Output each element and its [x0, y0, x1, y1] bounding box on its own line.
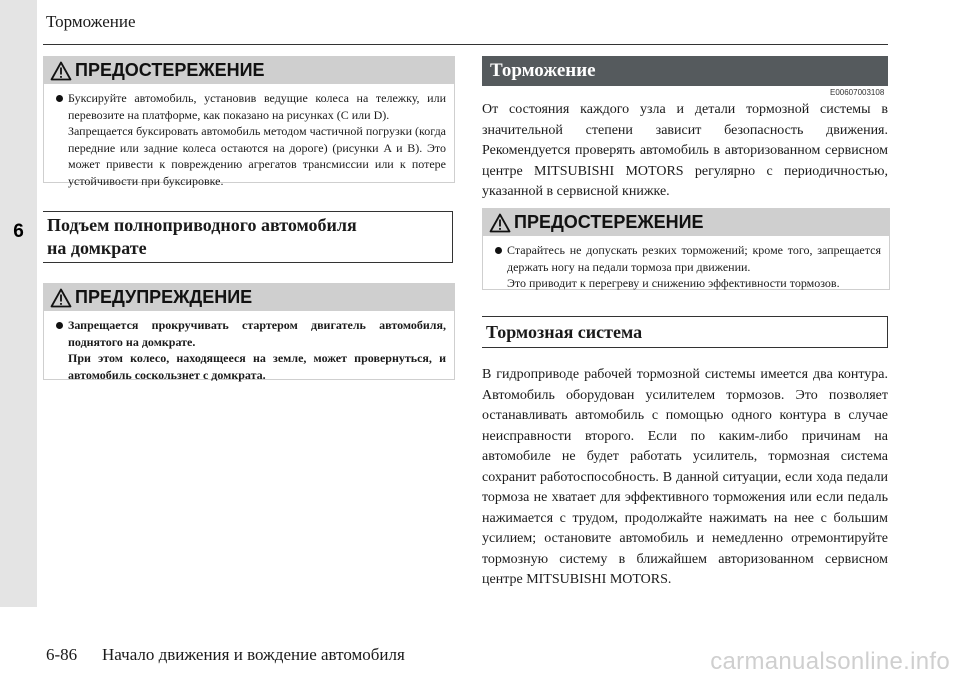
section-heading-awd-jacking	[43, 211, 453, 263]
caution-text: Это приводит к перегреву и снижению эффективности тормозов.	[507, 276, 840, 290]
section-heading-brake-system: Тормозная система	[482, 316, 888, 348]
intro-paragraph: От состояния каждого узла и детали тормозной системы в значительной степени зависит безопасность движения. Рекомендуется проверять автомобиль в авторизованном сервисном центре MITSUBISHI MOTORS регулярно с периодичностью, указанной в сервисной книжке.	[482, 102, 888, 199]
watermark: carmanualsonline.info	[710, 648, 950, 675]
bullet-dot-icon	[495, 247, 502, 254]
warning-triangle-icon	[50, 288, 72, 308]
section-heading-line: Подъем полноприводного автомобиля	[47, 215, 357, 235]
caution-text: Буксируйте автомобиль, установив ведущие колеса на тележку, или перевозите на платформе, как показано на рисунках (C или D).	[68, 91, 446, 122]
document-code: E00607003108	[830, 88, 885, 97]
main-heading-braking: Торможение	[482, 56, 888, 86]
caution-box-braking	[482, 208, 890, 290]
caution-header	[483, 209, 889, 236]
page-number: 6-86	[46, 645, 78, 664]
brake-system-paragraph: В гидроприводе рабочей тормозной системы имеется два контура. Автомобиль оборудован усилителем тормозов. Это позволяет останавливать автомобиль с помощью одного контура в случае неисправности второго. Если по каким-либо причинам на автомобиле не будет работать усилитель, тормозная система сохранит работоспособность. В данной ситуации, если хода педали тормоза не хватает для эффективного торможения или если педаль нажимается с трудом, продолжайте нажимать на нее с большим усилием; остановите автомобиль и немедленно отремонтируйте тормозную систему в ближайшем авторизованном сервисном центре MITSUBISHI MOTORS.	[482, 367, 888, 587]
caution-text: Старайтесь не допускать резких торможений; кроме того, запрещается держать ногу на педали тормоза при движении.	[507, 243, 881, 274]
warning-header	[44, 284, 454, 311]
warning-box-jack	[43, 283, 455, 380]
chapter-tab: 6	[0, 215, 37, 249]
section-heading-line: на домкрате	[47, 238, 147, 258]
side-band	[0, 0, 37, 607]
caution-box-towing	[43, 56, 455, 188]
warning-text: При этом колесо, находящееся на земле, может провернуться, и автомобиль соскользнет с домкрата.	[68, 351, 446, 382]
caution-heading: ПРЕДОСТЕРЕЖЕНИЕ	[75, 60, 265, 80]
warning-triangle-icon	[489, 213, 511, 233]
warning-triangle-icon	[50, 61, 72, 81]
caution-heading: ПРЕДОСТЕРЕЖЕНИЕ	[514, 212, 704, 232]
warning-text: Запрещается прокручивать стартером двигатель автомобиля, поднятого на домкрате.	[68, 318, 446, 349]
caution-text: Запрещается буксировать автомобиль методом частичной погрузки (когда передние или задние колеса остаются на дороге) (рисунки A и B). Это может привести к повреждению агрегатов трансмиссии или к потере устойчивости при буксировке.	[68, 124, 446, 188]
footer-section-title: Начало движения и вождение автомобиля	[102, 645, 405, 664]
header-title: Торможение	[46, 12, 136, 31]
caution-header	[44, 57, 454, 84]
bullet-dot-icon	[56, 322, 63, 329]
bullet-dot-icon	[56, 95, 63, 102]
warning-heading: ПРЕДУПРЕЖДЕНИЕ	[75, 287, 253, 307]
header-divider	[43, 44, 888, 45]
